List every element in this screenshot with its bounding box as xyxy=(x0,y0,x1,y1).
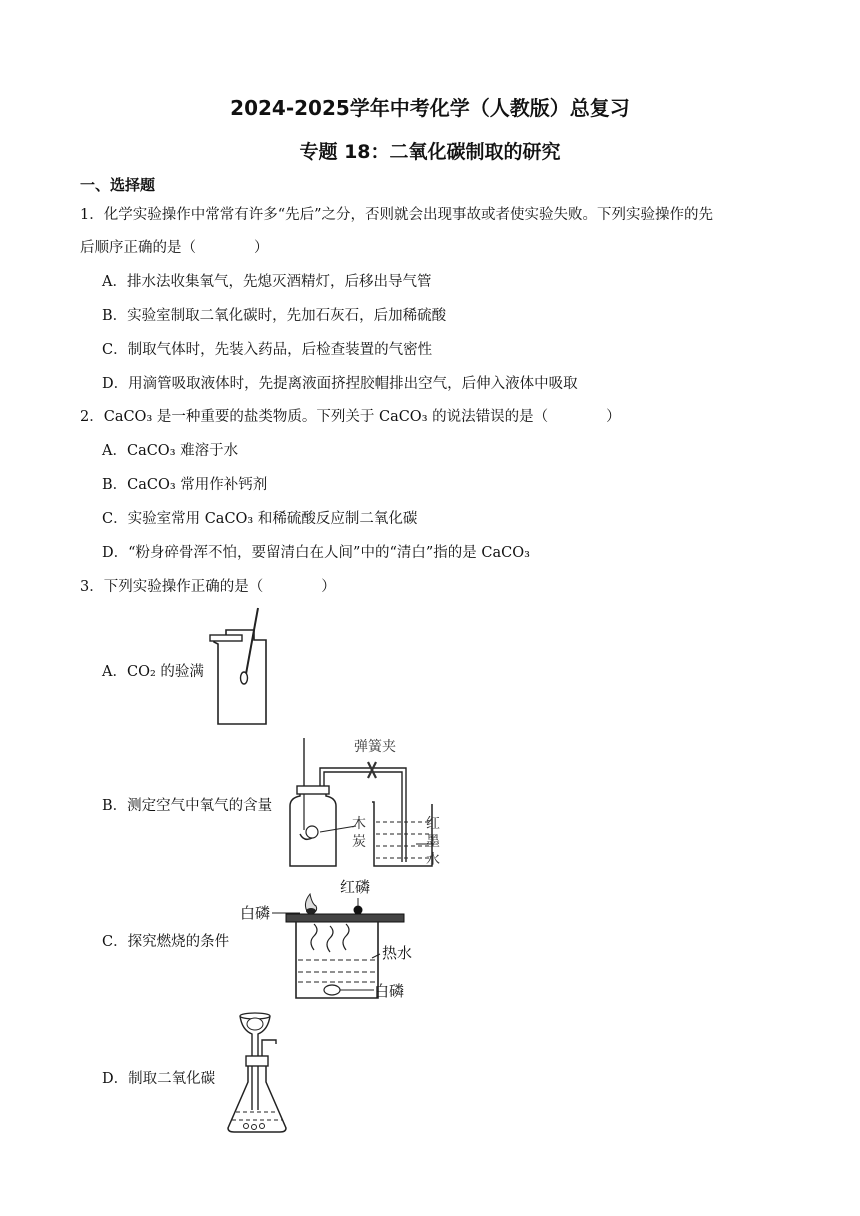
question-1-option-b: B．实验室制取二氧化碳时，先加石灰石，后加稀硫酸 xyxy=(102,308,447,324)
question-1-stem-line2: 后顺序正确的是（ ） xyxy=(80,240,269,256)
section-heading: 一、选择题 xyxy=(80,176,156,194)
question-2-option-b: B．CaCO₃ 常用作补钙剂 xyxy=(102,477,268,493)
document-title: 2024-2025学年中考化学（人教版）总复习 xyxy=(230,96,630,120)
question-1-option-d: D．用滴管吸取液体时，先提离液面挤捏胶帽排出空气，后伸入液体中吸取 xyxy=(102,376,578,392)
red-phosphorus-label: 红磷 xyxy=(340,878,371,896)
question-3-option-b: B．测定空气中氧气的含量 xyxy=(102,798,273,814)
question-2-option-d: D．“粉身碎骨浑不怕，要留清白在人间”中的“清白”指的是 CaCO₃ xyxy=(102,545,530,561)
white-phosphorus-top-label: 白磷 xyxy=(240,904,271,922)
question-1-option-a: A．排水法收集氧气，先熄灭酒精灯，后移出导气管 xyxy=(102,274,432,290)
white-phosphorus-bottom-label: 白磷 xyxy=(374,982,405,1000)
clip-label: 弹簧夹 xyxy=(354,739,396,755)
charcoal-label-2: 炭 xyxy=(352,834,366,850)
hot-water-label: 热水 xyxy=(382,944,413,962)
red-ink-label-3: 水 xyxy=(426,852,440,868)
oxygen-content-apparatus-figure xyxy=(284,734,444,874)
question-3-option-a: A．CO₂ 的验满 xyxy=(102,664,204,680)
question-3-stem: 3．下列实验操作正确的是（ ） xyxy=(80,579,336,595)
question-3-option-d: D．制取二氧化碳 xyxy=(102,1071,216,1087)
question-1-stem-line1: 1．化学实验操作中常常有许多“先后”之分，否则就会出现事故或者使实验失败。下列实验操作的先 xyxy=(80,207,714,223)
question-2-option-c: C．实验室常用 CaCO₃ 和稀硫酸反应制二氧化碳 xyxy=(102,511,418,527)
question-3-option-c: C．探究燃烧的条件 xyxy=(102,934,230,950)
red-ink-label-1: 红 xyxy=(426,816,440,832)
charcoal-label-1: 木 xyxy=(352,816,366,832)
question-1-option-c: C．制取气体时，先装入药品，后检查装置的气密性 xyxy=(102,342,433,358)
question-2-stem: 2．CaCO₃ 是一种重要的盐类物质。下列关于 CaCO₃ 的说法错误的是（ ） xyxy=(80,409,621,425)
question-2-option-a: A．CaCO₃ 难溶于水 xyxy=(102,443,239,459)
red-ink-label-2: 墨 xyxy=(426,834,440,850)
co2-generation-apparatus-figure xyxy=(222,1010,292,1138)
combustion-conditions-figure xyxy=(236,876,416,1006)
co2-check-full-figure xyxy=(200,604,280,730)
document-subtitle: 专题 18：二氧化碳制取的研究 xyxy=(299,141,561,163)
